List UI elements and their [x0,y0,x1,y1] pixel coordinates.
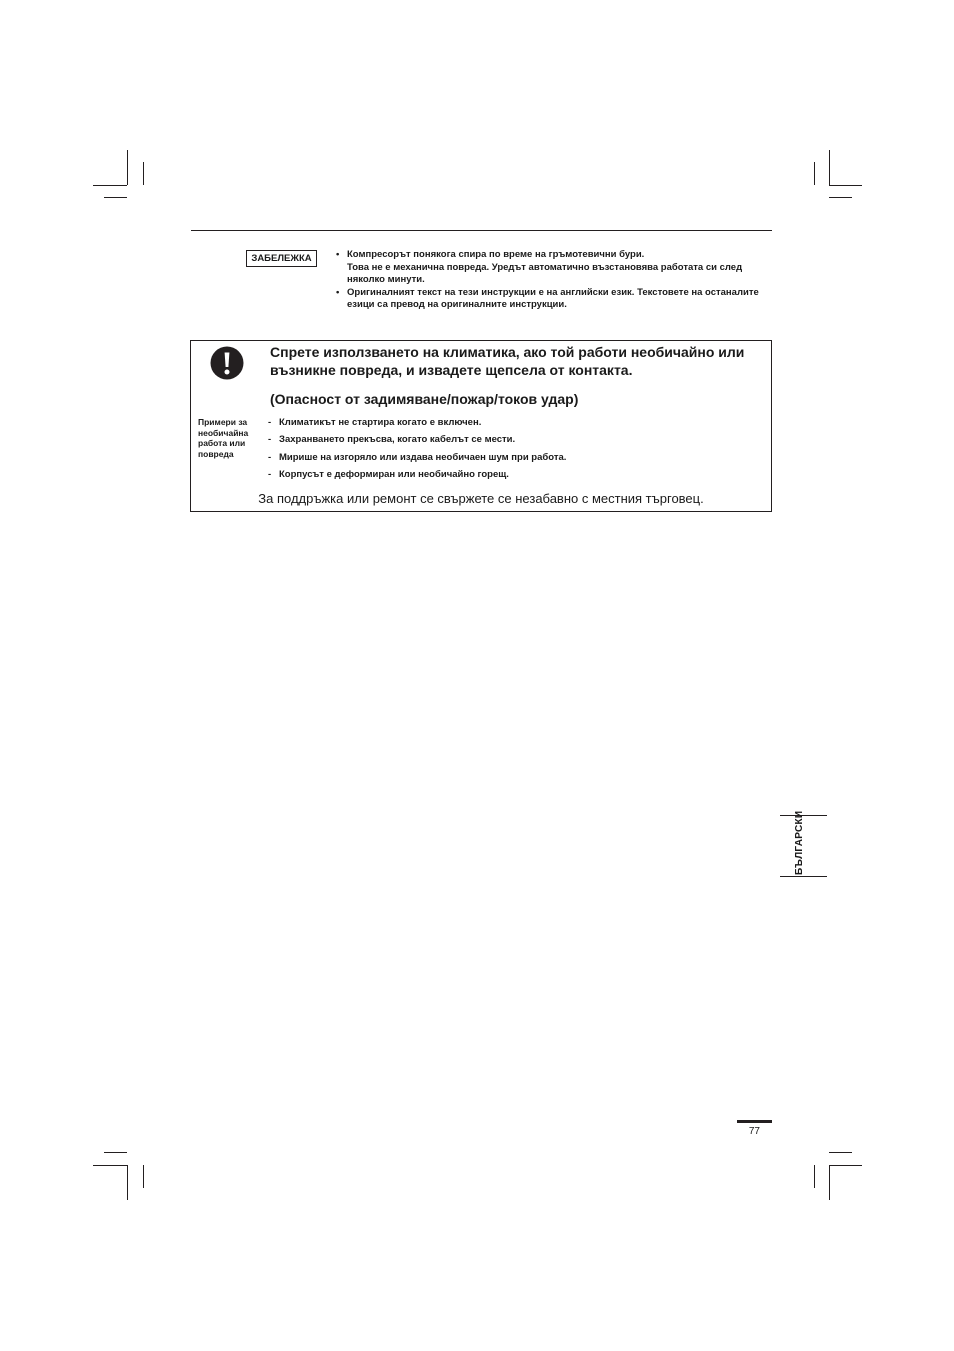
crop-mark [143,1165,144,1188]
crop-mark [104,1152,127,1153]
example-text: Корпусът е деформиран или необичайно горещ. [279,468,509,480]
note-label: ЗАБЕЛЕЖКА [246,250,317,267]
crop-mark [127,1165,128,1200]
language-tab-rule [780,876,827,877]
note-item [336,262,776,287]
list-item [268,434,768,451]
note-text: Оригиналният текст на тези инструкции е на английски език. Текстовете на останалите езици са превод на оригиналните инструкции. [347,286,759,311]
dash: - [268,468,272,480]
contact-text: За поддръжка или ремонт се свържете се незабавно с местния търговец. [258,491,704,506]
example-text: Захранването прекъсва, когато кабелът се мести. [279,434,516,446]
crop-mark [104,197,127,198]
page-number: 77 [748,1126,760,1137]
examples-list [268,417,768,486]
crop-mark [829,1152,852,1153]
list-item [268,469,768,486]
crop-mark [93,1165,127,1166]
top-rule [191,230,772,231]
note-item [336,249,776,262]
examples-label: Примери за необичайна работа или повреда [198,417,249,459]
note-list [336,249,776,312]
crop-mark [829,197,852,198]
note-text: Компресорът понякога спира по време на гръмотевични бури. [347,249,645,260]
dash: - [268,451,272,463]
crop-mark [93,185,127,186]
crop-mark [829,150,830,185]
crop-mark [829,1165,830,1200]
bullet: • [336,249,340,260]
exclamation-icon [210,346,244,380]
note-text: Това не е механична повреда. Уредът автоматично възстановява работата си след няколко минути. [347,261,743,286]
dash: - [268,434,272,446]
crop-mark [143,162,144,185]
list-item [268,417,768,434]
warning-subtitle: (Опасност от задимяване/пожар/токов удар) [270,391,579,407]
crop-mark [814,162,815,185]
crop-mark [829,185,862,186]
crop-mark [829,1165,862,1166]
dash: - [268,417,272,428]
example-text: Климатикът не стартира когато е включен. [279,417,482,428]
bullet: • [336,286,340,298]
language-tab: БЪЛГАРСКИ [794,810,805,875]
example-text: Мирише на изгоряло или издава необичаен шум при работа. [279,451,567,463]
note-item [336,287,776,312]
warning-title: Спрете използването на климатика, ако той работи необичайно или възникне повреда, и извадете щепсела от контакта. [270,344,745,378]
crop-mark [127,150,128,185]
page-number-bar [737,1120,772,1123]
crop-mark [814,1165,815,1188]
list-item [268,452,768,469]
